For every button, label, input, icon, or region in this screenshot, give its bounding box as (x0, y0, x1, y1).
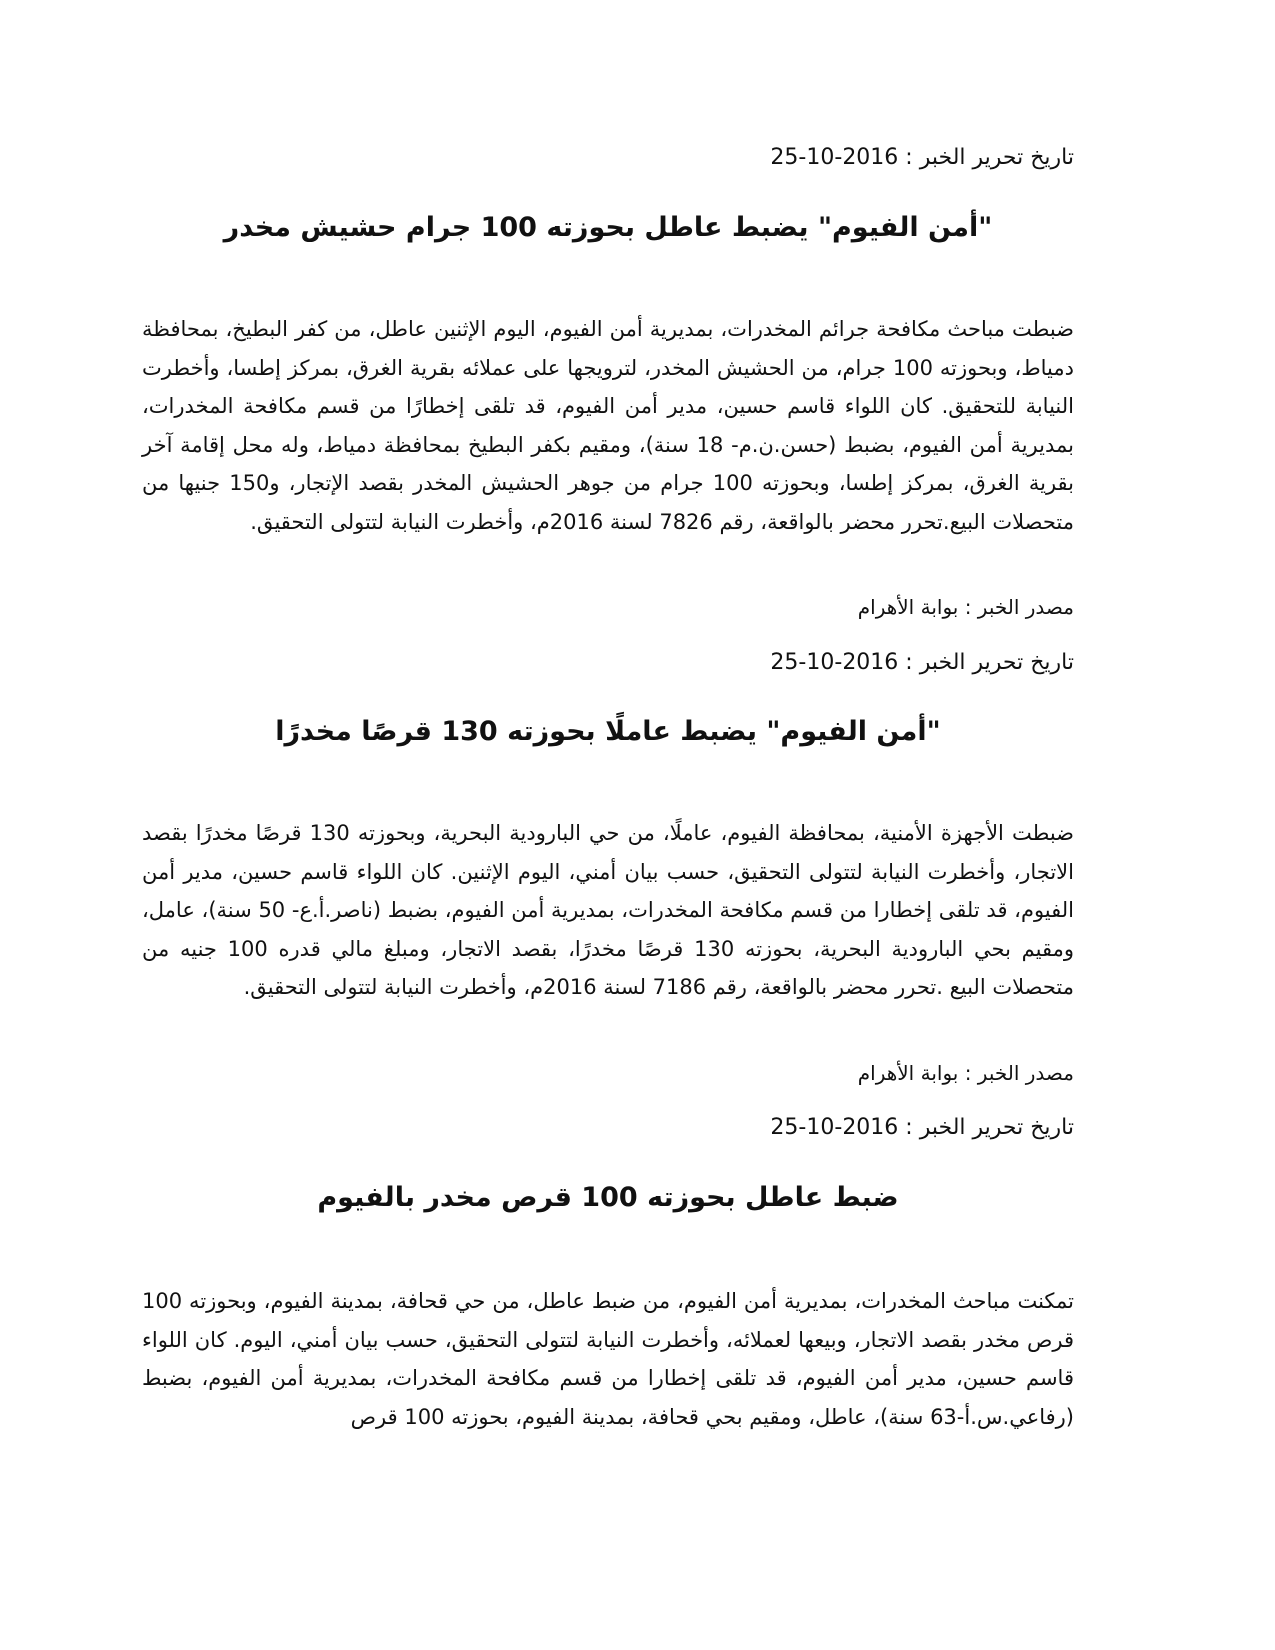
article-2-source: مصدر الخبر : بوابة الأهرام (857, 1061, 1074, 1085)
article-2-date: تاريخ تحرير الخبر : 2016-10-25 (770, 650, 1074, 675)
article-3-date: تاريخ تحرير الخبر : 2016-10-25 (770, 1115, 1074, 1140)
article-1-date: تاريخ تحرير الخبر : 2016-10-25 (770, 145, 1074, 170)
article-2-body: ضبطت الأجهزة الأمنية، بمحافظة الفيوم، عاملًا، من حي البارودية البحرية، وبحوزته 130 قرصًا مخدرًا بقصد الاتجار، وأخطرت النيابة لتتولى التحقيق، حسب بيان أمني، اليوم الإثنين. كان اللواء قاسم حسين، مدير أمن الفيوم، قد تلقى إخطارا من قسم مكافحة المخدرات، بمديرية أمن الفيوم، بضبط (ناصر.أ.ع- 50 سنة)، عامل، ومقيم بحي البارودية البحرية، بحوزته 130 قرصًا مخدرًا، بقصد الاتجار، ومبلغ مالي قدره 100 جنيه من متحصلات البيع .تحرر محضر بالواقعة، رقم 7186 لسنة 2016م، وأخطرت النيابة لتتولى التحقيق. (142, 821, 1075, 1000)
article-3-body: تمكنت مباحث المخدرات، بمديرية أمن الفيوم، من ضبط عاطل، من حي قحافة، بمدينة الفيوم، وبحوزته 100 قرص مخدر بقصد الاتجار، وبيعها لعملائه، وأخطرت النيابة لتتولى التحقيق، حسب بيان أمني، اليوم. كان اللواء قاسم حسين، مدير أمن الفيوم، قد تلقى إخطارا من قسم مكافحة المخدرات، بمديرية أمن الفيوم، بضبط (رفاعي.س.أ-63 سنة)، عاطل، ومقيم بحي قحافة، بمدينة الفيوم، بحوزته 100 قرص (142, 1289, 1074, 1429)
article-3-headline: ضبط عاطل بحوزته 100 قرص مخدر بالفيوم (317, 1182, 899, 1213)
article-1-source: مصدر الخبر : بوابة الأهرام (857, 595, 1074, 619)
article-2-headline: "أمن الفيوم" يضبط عاملًا بحوزته 130 قرصًا مخدرًا (275, 716, 941, 747)
article-1-body: ضبطت مباحث مكافحة جرائم المخدرات، بمديرية أمن الفيوم، اليوم الإثنين عاطل، من كفر البطيخ، بمحافظة دمياط، وبحوزته 100 جرام، من الحشيش المخدر، لترويجها على عملائه بقرية الغرق، بمركز إطسا، وأخطرت النيابة للتحقيق. كان اللواء قاسم حسين، مدير أمن الفيوم، قد تلقى إخطارًا من قسم مكافحة المخدرات، بمديرية أمن الفيوم، بضبط (حسن.ن.م- 18 سنة)، ومقيم بكفر البطيخ بمحافظة دمياط، وله محل إقامة آخر بقرية الغرق، بمركز إطسا، وبحوزته 100 جرام من جوهر الحشيش المخدر بقصد الإتجار، و150 جنيها من متحصلات البيع.تحرر محضر بالواقعة، رقم 7826 لسنة 2016م، وأخطرت النيابة لتتولى التحقيق. (142, 317, 1074, 534)
article-1-headline: "أمن الفيوم" يضبط عاطل بحوزته 100 جرام حشيش مخدر (223, 212, 993, 243)
document-page (142, 0, 1074, 1650)
